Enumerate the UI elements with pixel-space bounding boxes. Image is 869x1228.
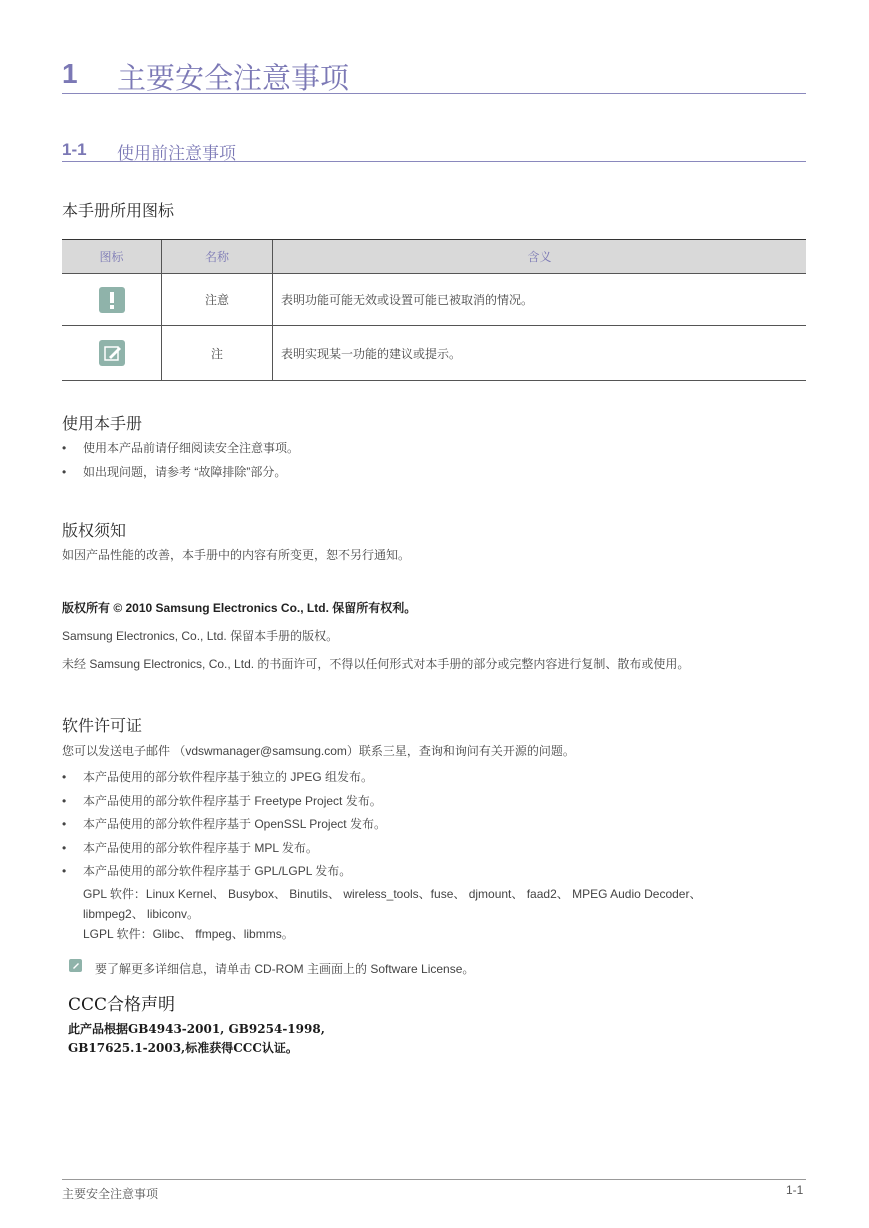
note-icon bbox=[99, 340, 125, 366]
copyright-notice: 版权所有 © 2010 Samsung Electronics Co., Ltd. 保留所有权利。 bbox=[62, 601, 417, 615]
list-item: • 本产品使用的部分软件程序基于独立的 JPEG 组发布。 bbox=[62, 769, 386, 793]
table-row bbox=[62, 326, 806, 381]
list-item: • 本产品使用的部分软件程序基于 OpenSSL Project 发布。 bbox=[62, 816, 386, 840]
license-heading: 软件许可证 bbox=[62, 716, 143, 735]
usage-heading: 使用本手册 bbox=[62, 414, 143, 433]
list-item: • 本产品使用的部分软件程序基于 GPL/LGPL 发布。 bbox=[62, 863, 386, 887]
caution-icon bbox=[99, 287, 125, 313]
license-list bbox=[62, 769, 386, 887]
copyright-heading: 版权须知 bbox=[62, 521, 127, 540]
list-item: • 本产品使用的部分软件程序基于 MPL 发布。 bbox=[62, 840, 386, 864]
header-icon: 图标 bbox=[62, 240, 162, 274]
list-item: • 使用本产品前请仔细阅读安全注意事项。 bbox=[62, 440, 299, 464]
footer-rule bbox=[62, 1179, 806, 1180]
license-intro: 您可以发送电子邮件 （vdswmanager@samsung.com）联系三星，查询和询问有关开源的问题。 bbox=[62, 744, 575, 758]
note-icon bbox=[69, 959, 82, 972]
copyright-intro: 如因产品性能的改善，本手册中的内容有所变更，恕不另行通知。 bbox=[62, 548, 411, 562]
list-item: • 如出现问题，请参考 “故障排除”部分。 bbox=[62, 464, 299, 488]
row-meaning: 表明功能可能无效或设置可能已被取消的情况。 bbox=[273, 274, 807, 326]
license-note: 要了解更多详细信息，请单击 CD-ROM 主画面上的 Software License。 bbox=[95, 962, 475, 976]
ccc-line: GB17625.1-2003,标准获得CCC认证。 bbox=[68, 1041, 298, 1055]
row-name: 注 bbox=[162, 326, 273, 381]
list-item: • 本产品使用的部分软件程序基于 Freetype Project 发布。 bbox=[62, 793, 386, 817]
section-title: 使用前注意事项 bbox=[117, 144, 236, 164]
chapter-title: 主要安全注意事项 bbox=[117, 61, 350, 95]
gpl-line: GPL 软件：Linux Kernel、 Busybox、 Binutils、 wireless_tools、fuse、 djmount、 faad2、 MPEG Audio Decoder、 bbox=[83, 887, 702, 901]
usage-list bbox=[62, 440, 299, 487]
ccc-line: 此产品根据GB4943-2001, GB9254-1998, bbox=[68, 1022, 325, 1036]
lgpl-line: LGPL 软件：Glibc、 ffmpeg、libmms。 bbox=[83, 927, 294, 941]
page-number: 1-1 bbox=[786, 1183, 804, 1197]
row-meaning: 表明实现某一功能的建议或提示。 bbox=[273, 326, 807, 381]
row-name: 注意 bbox=[162, 274, 273, 326]
header-name: 名称 bbox=[162, 240, 273, 274]
copyright-line: 未经 Samsung Electronics, Co., Ltd. 的书面许可，不得以任何形式对本手册的部分或完整内容进行复制、散布或使用。 bbox=[62, 657, 690, 671]
table-row bbox=[62, 274, 806, 326]
gpl-line-cont: libmpeg2、 libiconv。 bbox=[83, 907, 200, 921]
section-number: 1-1 bbox=[62, 140, 87, 159]
copyright-line: Samsung Electronics, Co., Ltd. 保留本手册的版权。 bbox=[62, 629, 339, 643]
footer-title: 主要安全注意事项 bbox=[62, 1187, 159, 1201]
chapter-number: 1 bbox=[62, 58, 78, 89]
icons-heading: 本手册所用图标 bbox=[62, 201, 175, 220]
section-rule bbox=[62, 161, 806, 162]
header-meaning: 含义 bbox=[273, 240, 807, 274]
table-header-row bbox=[62, 240, 806, 274]
chapter-rule bbox=[62, 93, 806, 94]
icon-table bbox=[62, 239, 806, 381]
ccc-heading: CCC合格声明 bbox=[68, 995, 176, 1015]
